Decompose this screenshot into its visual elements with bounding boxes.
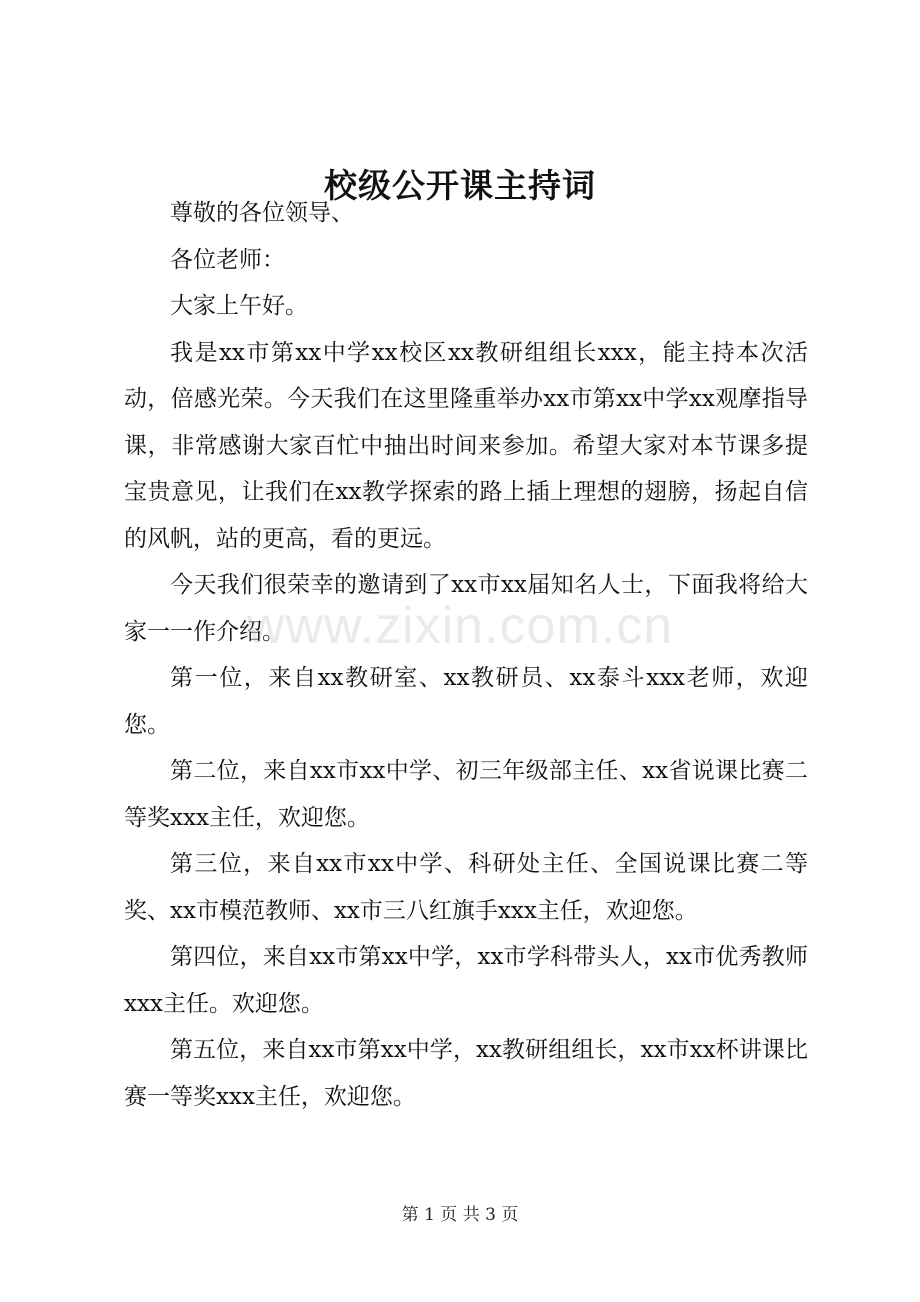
paragraph-guest-5: 第五位，来自xx市第xx中学，xx教研组组长，xx市xx杯讲课比赛一等奖xxx主任，欢迎您。 — [124, 1037, 808, 1110]
document-body — [124, 190, 808, 1120]
paragraph-greeting-1: 尊敬的各位领导、 — [170, 200, 354, 226]
paragraph-greeting-2: 各位老师： — [170, 246, 285, 273]
page-number-footer: 第 1 页 共 3 页 — [401, 1205, 519, 1225]
paragraph-guest-4: 第四位，来自xx市第xx中学，xx市学科带头人，xx市优秀教师xxx主任。欢迎您。 — [124, 944, 808, 1017]
paragraph-guests-intro: 今天我们很荣幸的邀请到了xx市xx届知名人士，下面我将给大家一一作介绍。 — [124, 572, 808, 645]
paragraph-guest-2: 第二位，来自xx市xx中学、初三年级部主任、xx省说课比赛二等奖xxx主任，欢迎您。 — [124, 758, 808, 831]
paragraph-guest-3: 第三位，来自xx市xx中学、科研处主任、全国说课比赛二等奖、xx市模范教师、xx市三八红旗手xxx主任，欢迎您。 — [124, 851, 808, 924]
paragraph-guest-1: 第一位，来自xx教研室、xx教研员、xx泰斗xxx老师，欢迎您。 — [124, 665, 808, 738]
paragraph-host-intro: 我是xx市第xx中学xx校区xx教研组组长xxx，能主持本次活动，倍感光荣。今天我们在这里隆重举办xx市第xx中学xx观摩指导课，非常感谢大家百忙中抽出时间来参加。希望大家对本节课多提宝贵意见，让我们在xx教学探索的路上插上理想的翅膀，扬起自信的风帆，站的更高，看的更远。 — [124, 339, 808, 552]
paragraph-greeting-3: 大家上午好。 — [170, 293, 308, 319]
watermark-text: www.zixin.com.cn — [246, 597, 674, 655]
document-title: 校级公开课主持词 — [324, 166, 596, 205]
